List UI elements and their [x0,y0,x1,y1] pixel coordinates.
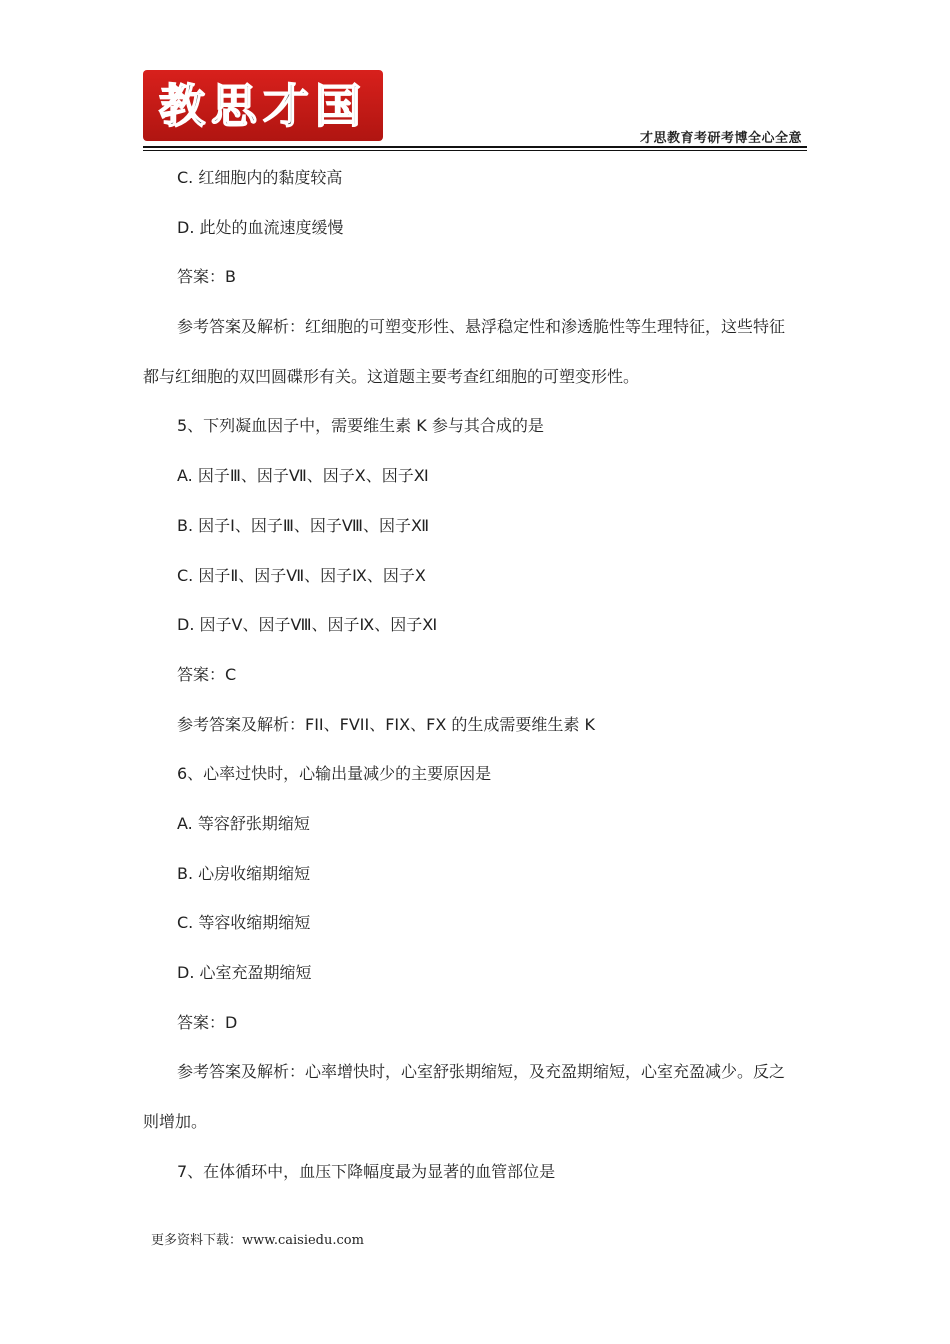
header-divider-thin [143,150,807,151]
logo [143,70,383,141]
explanation-line: 参考答案及解析：红细胞的可塑变形性、悬浮稳定性和渗透脆性等生理特征，这些特征 [177,317,786,337]
answer-line: 答案：B [177,267,236,287]
option-line: A. 等容舒张期缩短 [177,813,310,833]
option-line: D. 因子Ⅴ、因子Ⅷ、因子Ⅸ、因子Ⅺ [177,615,438,635]
option-line: D. 此处的血流速度缓慢 [177,217,344,237]
option-line: C. 等容收缩期缩短 [177,913,311,933]
answer-line: 答案：C [177,664,237,684]
explanation-line: 参考答案及解析：FII、FVII、FIX、FX 的生成需要维生素 K [177,714,595,734]
header-tagline: 才思教育考研考博全心全意 [639,131,802,146]
option-line: B. 心房收缩期缩短 [177,863,311,883]
explanation-line: 则增加。 [143,1112,208,1132]
option-line: D. 心室充盈期缩短 [177,963,312,982]
question-line: 7、在体循环中，血压下降幅度最为显著的血管部位是 [177,1161,556,1181]
answer-line: 答案：D [177,1012,238,1032]
footer-download-text: 更多资料下载：www.caisiedu.com [151,1233,364,1248]
header-divider [143,146,807,148]
option-line: A. 因子Ⅲ、因子Ⅶ、因子Ⅹ、因子Ⅺ [177,466,429,486]
question-line: 5、下列凝血因子中，需要维生素 K 参与其合成的是 [177,416,544,436]
option-line: C. 因子Ⅱ、因子Ⅶ、因子Ⅸ、因子Ⅹ [177,565,426,585]
document-body [143,153,807,1196]
option-line: C. 红细胞内的黏度较高 [177,168,343,187]
logo-text: 教思才国 [159,79,367,133]
explanation-line: 都与红细胞的双凹圆碟形有关。这道题主要考查红细胞的可塑变形性。 [143,366,640,386]
explanation-line: 参考答案及解析：心率增快时，心室舒张期缩短，及充盈期缩短，心室充盈减少。反之 [177,1062,786,1082]
question-line: 6、心率过快时，心输出量减少的主要原因是 [177,764,492,784]
option-line: B. 因子Ⅰ、因子Ⅲ、因子Ⅷ、因子Ⅻ [177,515,430,535]
